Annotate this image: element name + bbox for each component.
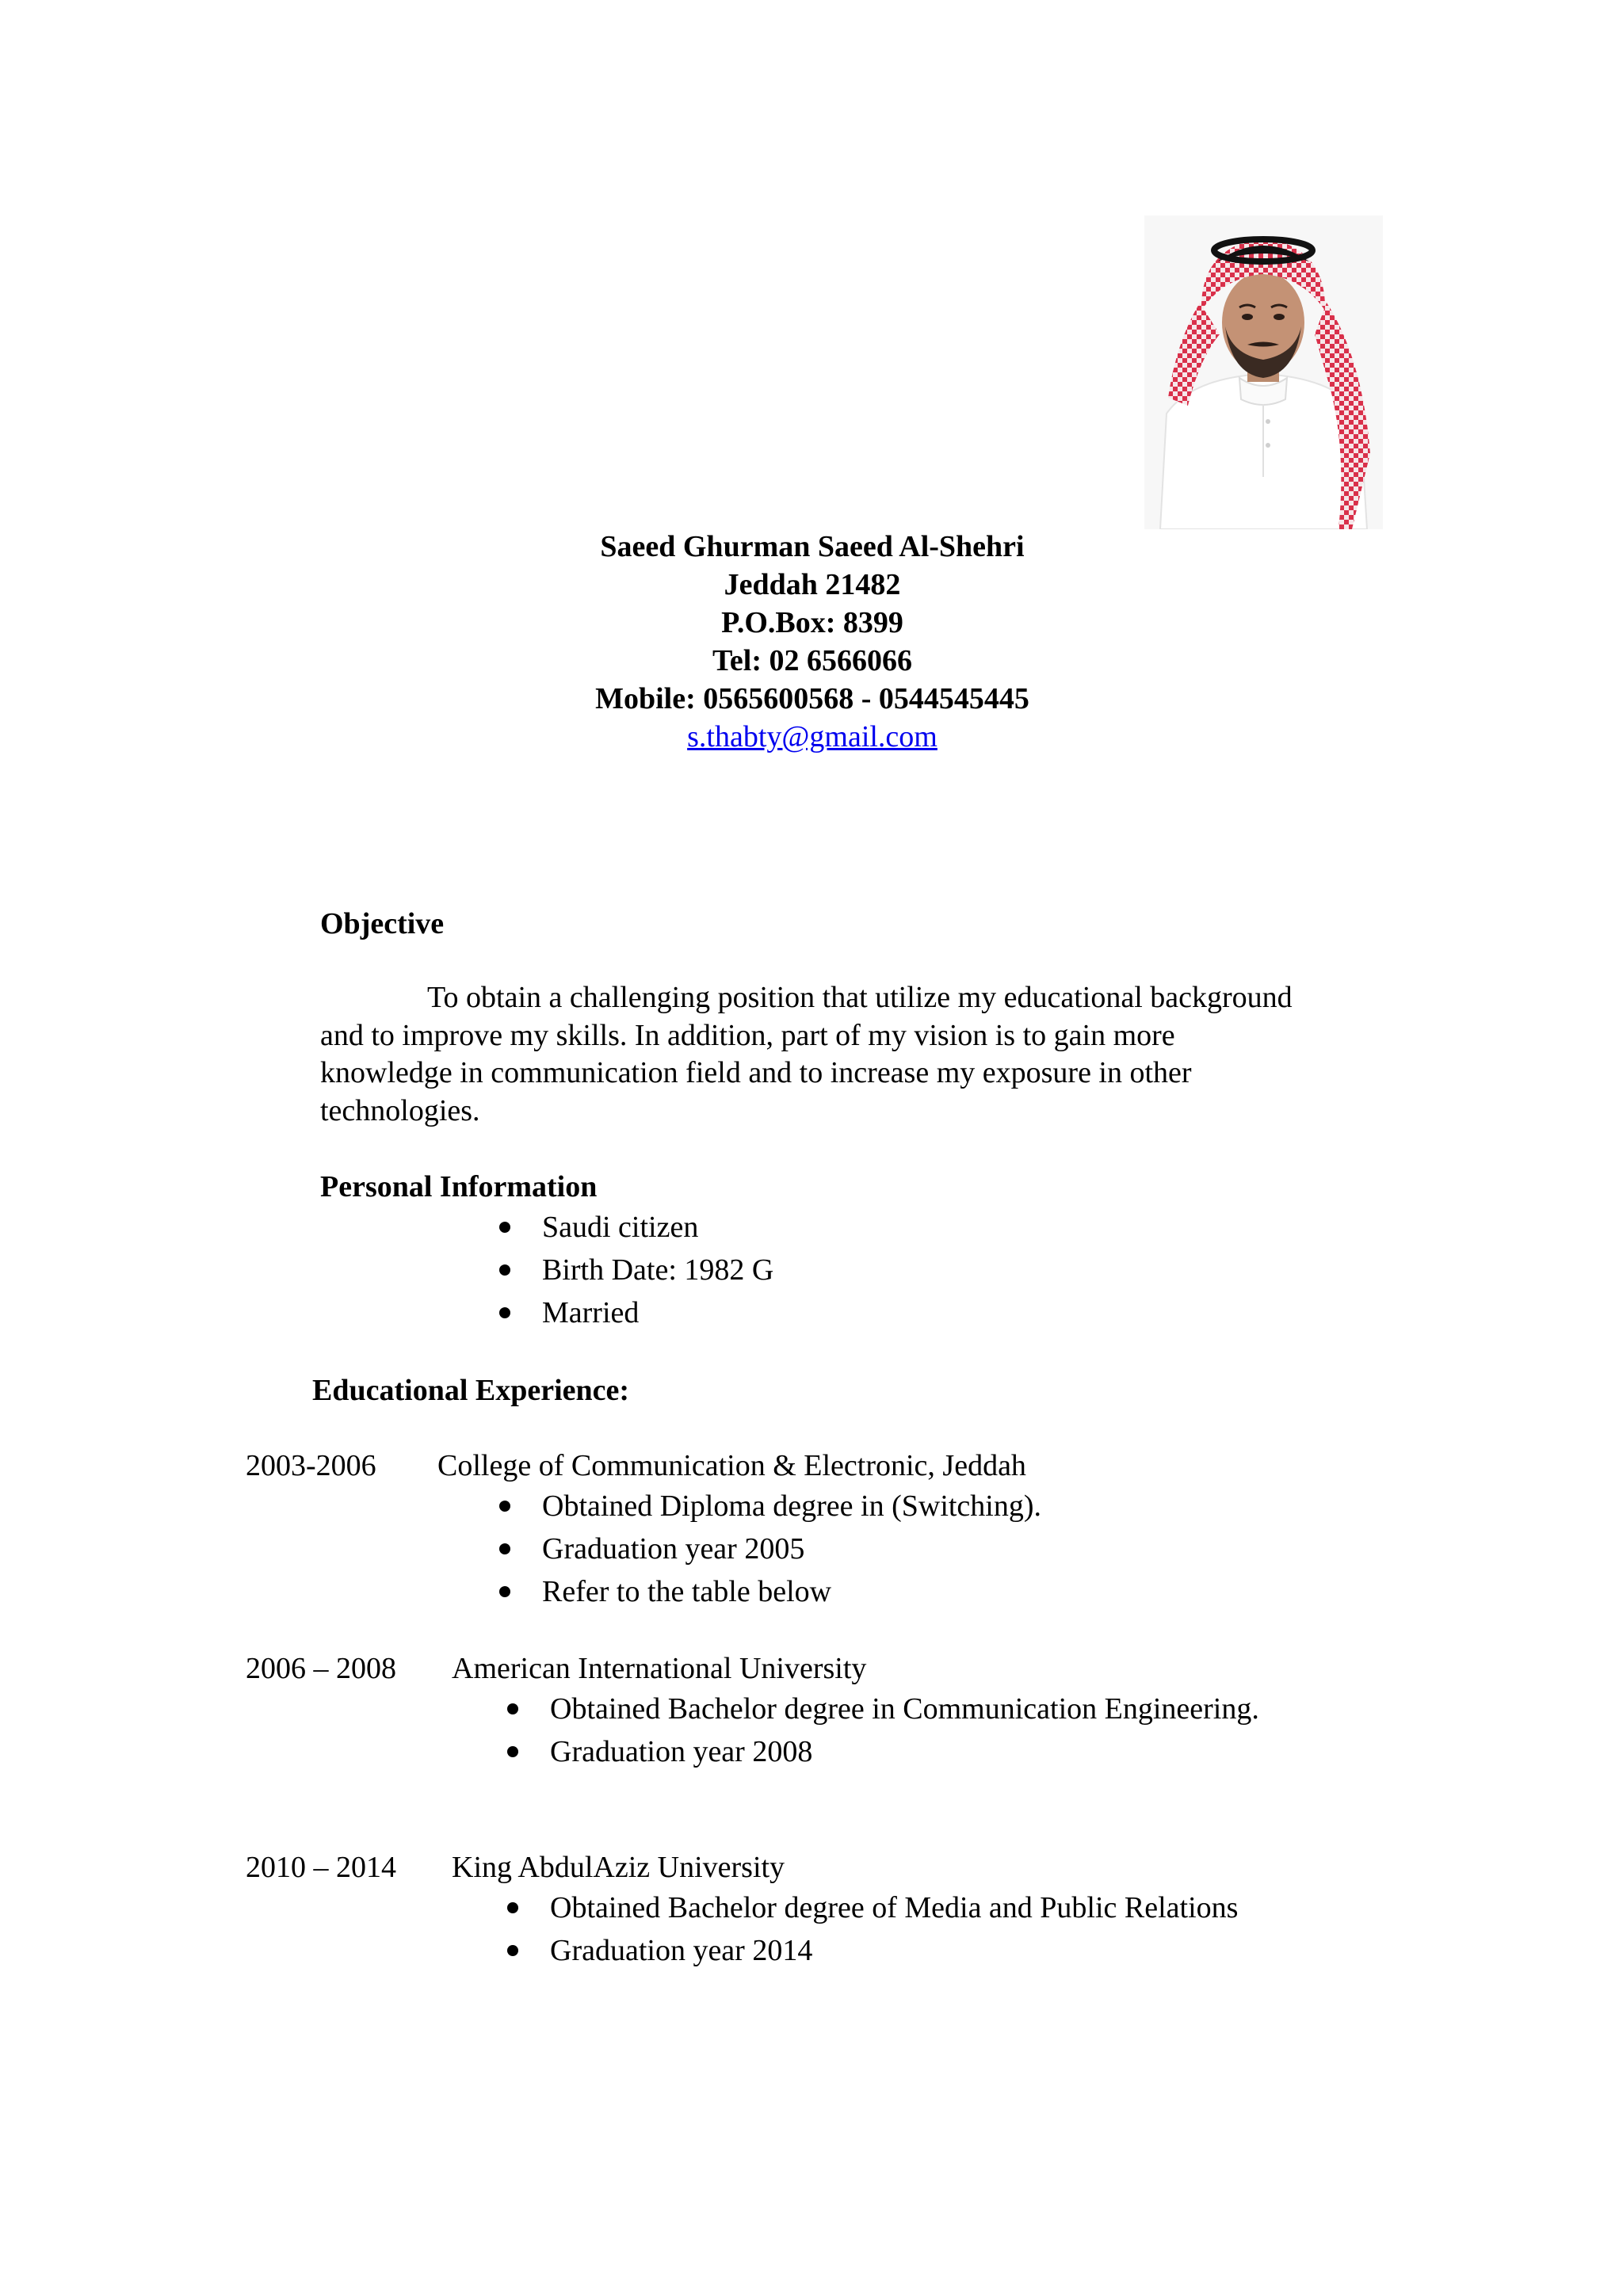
education-entry-header [246,1650,1434,1688]
po-box: P.O.Box: 8399 [721,606,903,639]
bullet-icon [499,1586,510,1597]
list-item: Refer to the table below [495,1570,1041,1613]
education-years: 2010 – 2014 [246,1851,396,1884]
city: Jeddah 21482 [724,568,901,601]
list-item: Married [495,1291,773,1334]
objective-paragraph [320,979,1398,1130]
list-item: Saudi citizen [495,1206,773,1249]
list-item: Obtained Bachelor degree of Media and Public Relations [502,1886,1238,1929]
profile-photo [1144,215,1383,529]
profile-photo-illustration [1144,215,1383,529]
education-entry-details [495,1485,1041,1613]
education-years: 2003-2006 [246,1449,376,1482]
education-entry-header [246,1848,1434,1886]
education-entry-details [502,1886,1238,1972]
bullet-icon [499,1264,510,1276]
bullet-icon [507,1703,518,1714]
personal-info-heading: Personal Information [320,1170,598,1203]
list-item: Obtained Bachelor degree in Communication Engineering. [502,1688,1259,1730]
full-name: Saeed Ghurman Saeed Al-Shehri [600,530,1025,563]
personal-info-list [495,1206,773,1334]
education-entry-header [246,1447,1434,1485]
list-item: Graduation year 2014 [502,1929,1238,1972]
education-entry-details [502,1688,1259,1773]
objective-line: To obtain a challenging position that utilize my educational background [427,981,1293,1014]
telephone: Tel: 02 6566066 [712,644,912,677]
list-item: Graduation year 2008 [502,1730,1259,1773]
bullet-icon [499,1501,510,1512]
mobile: Mobile: 0565600568 - 0544545445 [595,682,1029,715]
bullet-icon [499,1543,510,1554]
contact-header [475,528,1149,756]
email-link[interactable]: s.thabty@gmail.com [687,720,938,753]
bullet-icon [507,1945,518,1956]
objective-line: and to improve my skills. In addition, part of my vision is to gain more [320,1018,1175,1052]
education-heading: Educational Experience: [312,1374,630,1407]
education-institution: American International University [452,1652,867,1685]
list-item: Obtained Diploma degree in (Switching). [495,1485,1041,1527]
objective-line: technologies. [320,1093,480,1127]
list-item: Birth Date: 1982 G [495,1249,773,1291]
bullet-icon [499,1307,510,1318]
education-institution: King AbdulAziz University [452,1851,785,1884]
objective-line: knowledge in communication field and to increase my exposure in other [320,1056,1192,1089]
objective-heading: Objective [320,907,445,940]
bullet-icon [507,1902,518,1913]
education-years: 2006 – 2008 [246,1652,396,1685]
bullet-icon [507,1746,518,1757]
list-item: Graduation year 2005 [495,1527,1041,1570]
bullet-icon [499,1222,510,1233]
education-institution: College of Communication & Electronic, Jeddah [437,1449,1026,1482]
